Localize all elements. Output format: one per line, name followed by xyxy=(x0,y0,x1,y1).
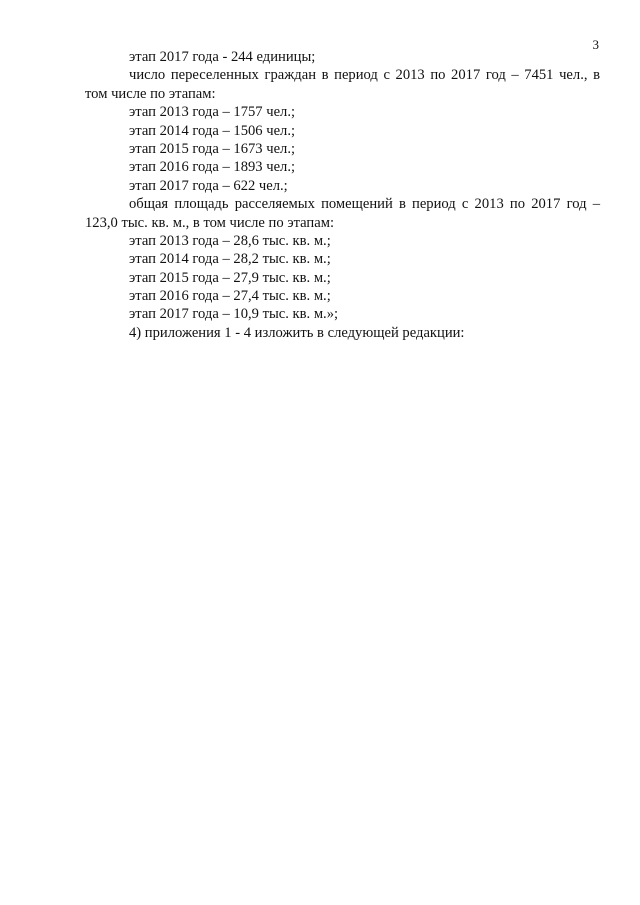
text-line: этап 2013 года – 28,6 тыс. кв. м.; xyxy=(129,232,331,249)
document-body xyxy=(85,48,600,342)
text-line: этап 2017 года – 10,9 тыс. кв. м.»; xyxy=(129,306,339,323)
text-line: том числе по этапам: xyxy=(85,85,216,102)
text-line: этап 2017 года – 622 чел.; xyxy=(129,177,288,194)
text-line: этап 2014 года – 28,2 тыс. кв. м.; xyxy=(129,251,331,268)
text-line: этап 2016 года – 1893 чел.; xyxy=(129,159,296,176)
text-line: этап 2015 года – 1673 чел.; xyxy=(129,140,296,157)
text-line: этап 2016 года – 27,4 тыс. кв. м.; xyxy=(129,288,331,305)
text-line: 4) приложения 1 - 4 изложить в следующей редакции: xyxy=(129,324,465,341)
text-line: этап 2015 года – 27,9 тыс. кв. м.; xyxy=(129,269,331,286)
text-line: этап 2017 года - 244 единицы; xyxy=(129,49,316,65)
text-line: этап 2013 года – 1757 чел.; xyxy=(129,104,296,121)
text-line: этап 2014 года – 1506 чел.; xyxy=(129,122,296,139)
text-line: общая площадь расселяемых помещений в период с 2013 по 2017 год – xyxy=(129,196,600,213)
text-line: число переселенных граждан в период с 2013 по 2017 год – 7451 чел., в xyxy=(129,67,600,84)
text-line: 123,0 тыс. кв. м., в том числе по этапам: xyxy=(85,214,334,231)
page-number: 3 xyxy=(592,37,599,52)
